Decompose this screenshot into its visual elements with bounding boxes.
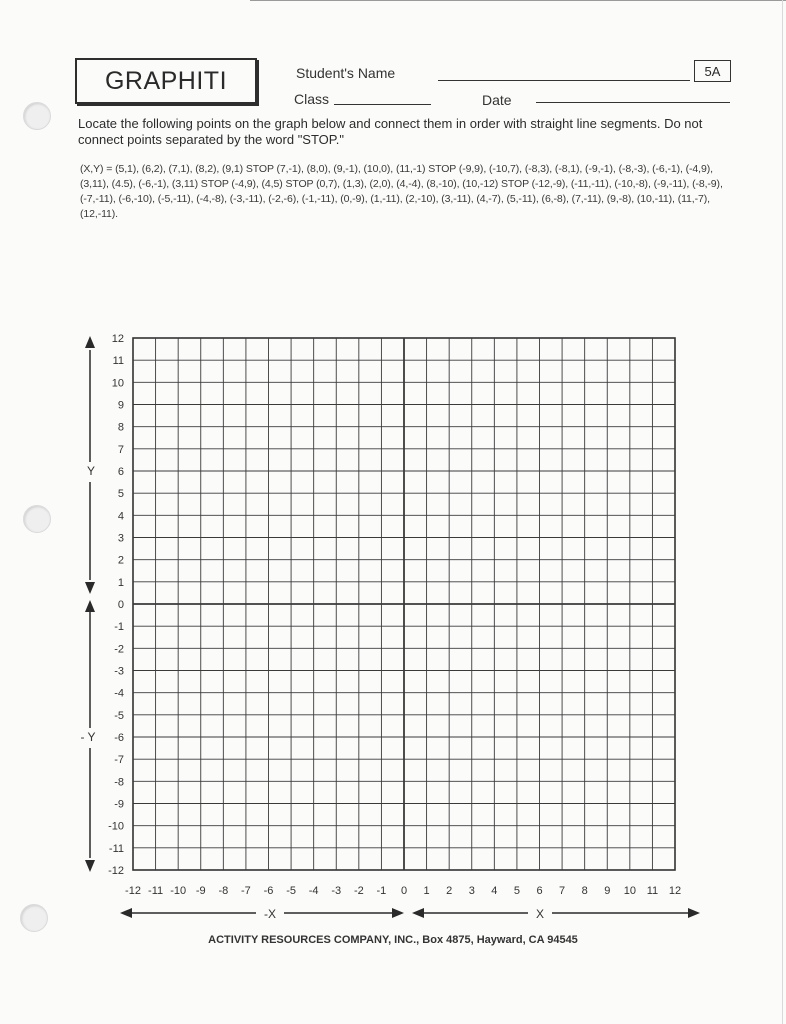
x-tick-label: -5 — [286, 885, 296, 897]
x-tick-label: 7 — [559, 885, 566, 897]
x-tick-label: -4 — [308, 885, 319, 897]
y-tick-label: 3 — [117, 532, 124, 545]
y-tick-label: -6 — [114, 732, 124, 744]
y-tick-label: 9 — [117, 399, 124, 412]
x-tick-label: -7 — [241, 885, 251, 897]
y-tick-label: -10 — [108, 820, 124, 833]
x-tick-label: -11 — [148, 885, 164, 897]
graph-grid — [133, 338, 675, 870]
worksheet-code: 5A — [704, 63, 721, 79]
y-tick-label: 2 — [117, 554, 124, 567]
negative-x-label: -X — [264, 907, 276, 921]
positive-x-label: X — [535, 907, 545, 921]
x-tick-label: -6 — [263, 885, 274, 897]
negative-y-label: - Y — [80, 730, 96, 744]
axis-arrows — [85, 336, 700, 918]
y-tick-label: -7 — [114, 754, 124, 767]
y-tick-label: -9 — [114, 798, 124, 811]
x-tick-label: -3 — [331, 885, 342, 897]
y-tick-label: -3 — [114, 665, 124, 678]
x-tick-label: -1 — [376, 885, 387, 897]
y-tick-label: -11 — [108, 842, 124, 855]
y-tick-label: 4 — [117, 510, 124, 523]
publisher-footer: ACTIVITY RESOURCES COMPANY, INC., Box 4875, Hayward, CA 94545 — [208, 934, 578, 946]
student-name-label: Student's Name — [296, 65, 396, 81]
y-tick-label: -12 — [108, 865, 124, 877]
neg-x-arrow-right — [392, 908, 404, 918]
neg-y-arrow-down — [85, 860, 95, 872]
x-tick-label: 10 — [623, 885, 636, 897]
y-tick-label: 5 — [117, 488, 124, 501]
class-label: Class — [294, 91, 330, 107]
x-tick-label: 8 — [581, 885, 588, 897]
y-tick-label: 6 — [117, 466, 124, 478]
y-tick-label: 8 — [117, 421, 124, 434]
x-tick-label: 6 — [536, 885, 543, 897]
pos-y-arrow-down — [85, 582, 95, 594]
y-tick-label: -2 — [114, 643, 124, 656]
points-list: (X,Y) = (5,1), (6,2), (7,1), (8,2), (9,1) STOP (7,-1), (8,0), (9,-1), (10,0), (11,-1) STOP (-9,9), (-10,7), (-8,3), (-8,1), (-9,-1), (-8,-3), (-6,-1), (-4,9), (3,11), (4.5), (-6,-1), (3,11) STOP (-4,9), (4,5) STOP (0,7), (1,3), (2,0), (4,-4), (8,-10), (10,-12) STOP (-12,-9), (-11,-11), (-10,-8), (-9,-11), (-8,-9), (-7,-11), (-6,-10), (-5,-11), (-4,-8), (-3,-11), (-2,-6), (-1,-11), (0,-9), (1,-11), (2,-10), (3,-11), (4,-7), (5,-11), (6,-8), (7,-11), (9,-8), (10,-11), (11,-7), (12,-11). — [80, 163, 723, 220]
y-tick-label: -4 — [114, 687, 124, 700]
x-tick-label: -9 — [195, 885, 206, 897]
y-tick-label: 7 — [117, 443, 124, 456]
x-tick-label: 3 — [468, 885, 475, 897]
x-tick-label: 12 — [668, 885, 682, 897]
neg-y-arrow-up — [85, 600, 95, 612]
y-tick-label: 10 — [111, 377, 124, 390]
tick-labels — [108, 333, 681, 897]
y-tick-label: -5 — [114, 709, 124, 722]
x-tick-label: -12 — [125, 885, 141, 897]
y-tick-label: 11 — [112, 355, 124, 368]
x-tick-label: 2 — [446, 885, 453, 897]
instructions-text: Locate the following points on the graph below and connect them in order with straight line segments. Do not connect points separated by the word "STOP." — [78, 116, 703, 147]
x-tick-label: -10 — [170, 885, 187, 897]
worksheet-title: GRAPHITI — [104, 66, 228, 95]
date-label: Date — [482, 92, 512, 108]
x-tick-label: 1 — [423, 885, 430, 897]
x-tick-label: 4 — [491, 885, 498, 897]
y-tick-label: 12 — [111, 333, 124, 345]
y-tick-label: 1 — [117, 576, 124, 589]
y-tick-label: -8 — [114, 776, 124, 789]
x-tick-label: 11 — [646, 885, 659, 897]
x-tick-label: 5 — [513, 885, 520, 897]
x-tick-label: 9 — [604, 885, 611, 897]
x-tick-label: 0 — [400, 885, 408, 897]
y-tick-label: -1 — [114, 621, 124, 634]
pos-y-arrow-up — [85, 336, 95, 348]
neg-x-arrow-left — [120, 908, 132, 918]
x-tick-label: -8 — [218, 885, 229, 897]
positive-y-label: Y — [86, 464, 96, 478]
pos-x-arrow-left — [412, 908, 424, 918]
pos-x-arrow-right — [688, 908, 700, 918]
x-tick-label: -2 — [353, 885, 364, 897]
y-tick-label: 0 — [117, 599, 124, 611]
